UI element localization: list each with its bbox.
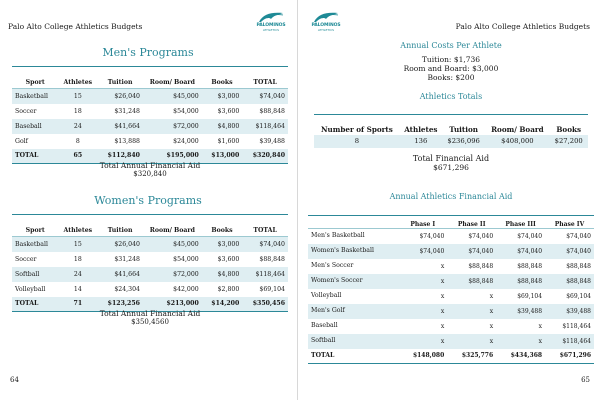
table-cell: $74,040 [468,232,494,240]
table-cell: Men's Basketball [311,232,365,239]
table-row [12,267,288,282]
table-cell: 15 [58,237,97,252]
palominos-logo [253,10,289,32]
table-cell: Softball [12,267,58,282]
table-cell: x [398,334,447,349]
table-cell: $39,488 [496,304,545,319]
table-cell: $26,040 [97,237,143,252]
total-cell: TOTAL [12,149,58,164]
table-cell: $88,848 [447,274,496,289]
table-cell: $88,848 [259,255,285,263]
table-cell: $118,464 [562,322,591,330]
table-cell: $42,000 [173,285,199,293]
column-header: Athletes [58,67,97,89]
mens-aid-summary [12,162,288,178]
table-cell: x [398,274,447,289]
horse-logo-icon [257,10,285,24]
table-cell: $88,848 [545,274,594,289]
total-cell: 65 [58,149,97,164]
table-cell: Men's Soccer [311,261,354,269]
table-cell: Baseball [311,321,338,329]
table-cell: $1,600 [217,137,240,145]
annual-aid-title: Annual Athletics Financial Aid [389,192,513,201]
table-cell: $13,888 [114,137,140,145]
logo-wordmark: PALOMINOS [311,23,341,28]
table-cell: $88,848 [517,262,543,270]
logo-subtitle: ATHLETICS [317,28,335,32]
table-cell: $88,848 [496,274,545,289]
womens-programs-table [12,214,288,312]
column-header: Phase IV [545,216,594,229]
column-header: Phase I [398,216,447,229]
table-cell: x [538,322,543,330]
table-cell: $45,000 [143,89,202,104]
table-cell: $39,488 [545,304,594,319]
column-header: Phase II [447,216,496,229]
logo-wordmark: PALOMINOS [256,23,286,28]
table-cell: $24,304 [114,285,140,293]
total-cell: $213,000 [143,297,202,312]
table-cell: 14 [73,285,82,293]
column-header: Sport [12,67,58,89]
column-header: Tuition [97,67,143,89]
table-cell: $74,040 [447,244,496,259]
table-cell: Men's Golf [308,304,398,319]
column-header [308,216,398,229]
column-header: Phase III [496,216,545,229]
table-cell: $118,464 [242,119,288,134]
palominos-logo [308,10,344,32]
table-row [12,104,288,119]
table-row [12,282,288,297]
total-aid-label: Total Financial Aid [412,154,490,163]
table-cell: x [489,292,494,300]
table-cell: Soccer [15,255,37,263]
table-cell: $74,040 [517,232,543,240]
table-cell: $69,104 [517,292,543,300]
total-cell: $112,840 [97,149,143,164]
table-cell: x [447,304,496,319]
table-cell: Golf [15,137,28,145]
table-header-row [12,67,288,89]
total-aid-value: $671,296 [433,163,469,172]
total-cell: $13,000 [202,149,243,164]
column-header: Athletes [58,215,97,237]
table-row [308,259,594,274]
column-header: Books [549,115,588,135]
total-cell: $195,000 [143,149,202,164]
table-cell: 136 [400,135,442,148]
room-board-cost: Room and Board: $3,000 [403,64,499,73]
table-cell: $118,464 [242,267,288,282]
table-cell: $69,104 [259,285,285,293]
womens-aid-label: Total Annual Financial Aid [99,309,201,318]
table-cell: $74,040 [242,89,288,104]
table-cell: $408,000 [485,135,549,148]
column-header: Tuition [97,215,143,237]
right-page [300,0,600,400]
table-cell: Basketball [12,89,58,104]
table-cell: $236,096 [442,135,485,148]
table-cell: $3,000 [202,89,243,104]
table-cell: $118,464 [545,334,594,349]
total-cell: TOTAL [12,297,58,312]
total-cell: $325,776 [447,349,496,364]
mens-programs-table [12,66,288,164]
table-cell: $26,040 [97,89,143,104]
table-row [12,237,288,252]
table-cell: $54,000 [173,255,199,263]
total-cell: $434,368 [496,349,545,364]
table-row [12,89,288,104]
table-cell: $74,040 [398,244,447,259]
left-page [0,0,298,400]
table-cell: $27,200 [549,135,588,148]
table-cell: x [398,304,447,319]
annual-costs-title: Annual Costs Per Athlete [400,41,502,50]
total-aid-summary [310,154,592,172]
table-cell: $3,600 [217,255,240,263]
logo-subtitle: ATHLETICS [262,28,280,32]
annual-costs-list [310,55,592,82]
table-cell: 8 [314,135,400,148]
column-header: Sport [12,215,58,237]
column-header: Room/ Board [485,115,549,135]
table-row [12,252,288,267]
total-cell: $148,080 [398,349,447,364]
page-header: Palo Alto College Athletics Budgets [455,22,590,31]
table-cell: $69,104 [566,292,591,300]
column-header: Tuition [442,115,485,135]
table-row [308,289,594,304]
books-cost: Books: $200 [427,73,475,82]
table-cell: $41,664 [97,119,143,134]
table-cell: x [440,262,445,270]
table-cell: x [440,292,445,300]
total-cell: 71 [58,297,97,312]
page-header: Palo Alto College Athletics Budgets [8,22,143,31]
table-cell: Women's Basketball [308,244,398,259]
table-cell: $24,000 [173,137,199,145]
table-cell: $72,000 [143,119,202,134]
tuition-cost: Tuition: $1,736 [421,55,481,64]
table-cell: Volleyball [15,285,46,293]
table-cell: Baseball [12,119,58,134]
womens-aid-value: $350,4560 [131,318,169,326]
column-header: Books [202,67,243,89]
table-cell: $74,040 [566,232,591,240]
table-cell: 18 [73,107,82,115]
table-cell: x [440,322,445,330]
athletics-totals-title: Athletics Totals [419,92,483,101]
table-row [308,274,594,289]
page-number: 65 [581,376,590,384]
page-number: 64 [10,376,19,384]
table-cell: Women's Soccer [308,274,398,289]
table-row [12,134,288,149]
table-cell: $3,600 [217,107,240,115]
table-cell: 8 [75,137,80,145]
column-header: Room/ Board [143,215,202,237]
table-header-row [308,216,594,229]
mens-aid-label: Total Annual Financial Aid [99,161,201,170]
table-cell: $31,248 [114,255,140,263]
column-header: TOTAL [242,215,288,237]
column-header: Room/ Board [143,67,202,89]
table-cell: $88,848 [468,262,494,270]
athletics-totals-table [314,114,588,148]
womens-programs-title: Women's Programs [94,194,202,207]
total-cell: $671,296 [545,349,594,364]
table-cell: Volleyball [311,291,342,299]
table-cell: 24 [58,267,97,282]
total-cell: $320,840 [242,149,288,164]
table-cell: x [496,334,545,349]
annual-aid-table [308,215,594,364]
table-cell: $39,488 [259,137,285,145]
table-row [308,304,594,319]
table-header-row [12,215,288,237]
table-cell: $3,000 [202,237,243,252]
table-cell: Soccer [15,107,37,115]
column-header: TOTAL [242,67,288,89]
womens-aid-summary [12,310,288,326]
table-row [314,135,588,148]
mens-programs-title: Men's Programs [102,46,194,59]
table-cell: $74,040 [496,244,545,259]
table-row [308,334,594,349]
table-cell: $2,800 [217,285,240,293]
table-cell: $88,848 [566,262,591,270]
table-cell: $74,040 [419,232,445,240]
table-cell: 18 [73,255,82,263]
table-row [308,319,594,334]
table-cell: $74,040 [242,237,288,252]
total-cell: TOTAL [308,349,398,364]
table-cell: $88,848 [259,107,285,115]
table-cell: $4,800 [202,267,243,282]
column-header: Number of Sports [314,115,400,135]
horse-logo-icon [312,10,340,24]
column-header: Athletes [400,115,442,135]
table-cell: $41,664 [97,267,143,282]
table-cell: $74,040 [545,244,594,259]
table-row [308,229,594,244]
table-cell: $45,000 [143,237,202,252]
total-cell: $123,256 [97,297,143,312]
total-row [308,349,594,364]
mens-aid-value: $320,840 [133,170,167,178]
table-row [12,119,288,134]
table-row [308,244,594,259]
table-cell: $54,000 [173,107,199,115]
table-cell: Softball [308,334,398,349]
table-cell: x [489,322,494,330]
table-cell: x [447,334,496,349]
table-cell: $72,000 [143,267,202,282]
total-cell: $350,456 [242,297,288,312]
column-header: Books [202,215,243,237]
table-cell: 24 [58,119,97,134]
table-cell: 15 [58,89,97,104]
total-cell: $14,200 [202,297,243,312]
table-cell: $4,800 [202,119,243,134]
table-header-row [314,115,588,135]
table-cell: Basketball [12,237,58,252]
table-cell: $31,248 [114,107,140,115]
